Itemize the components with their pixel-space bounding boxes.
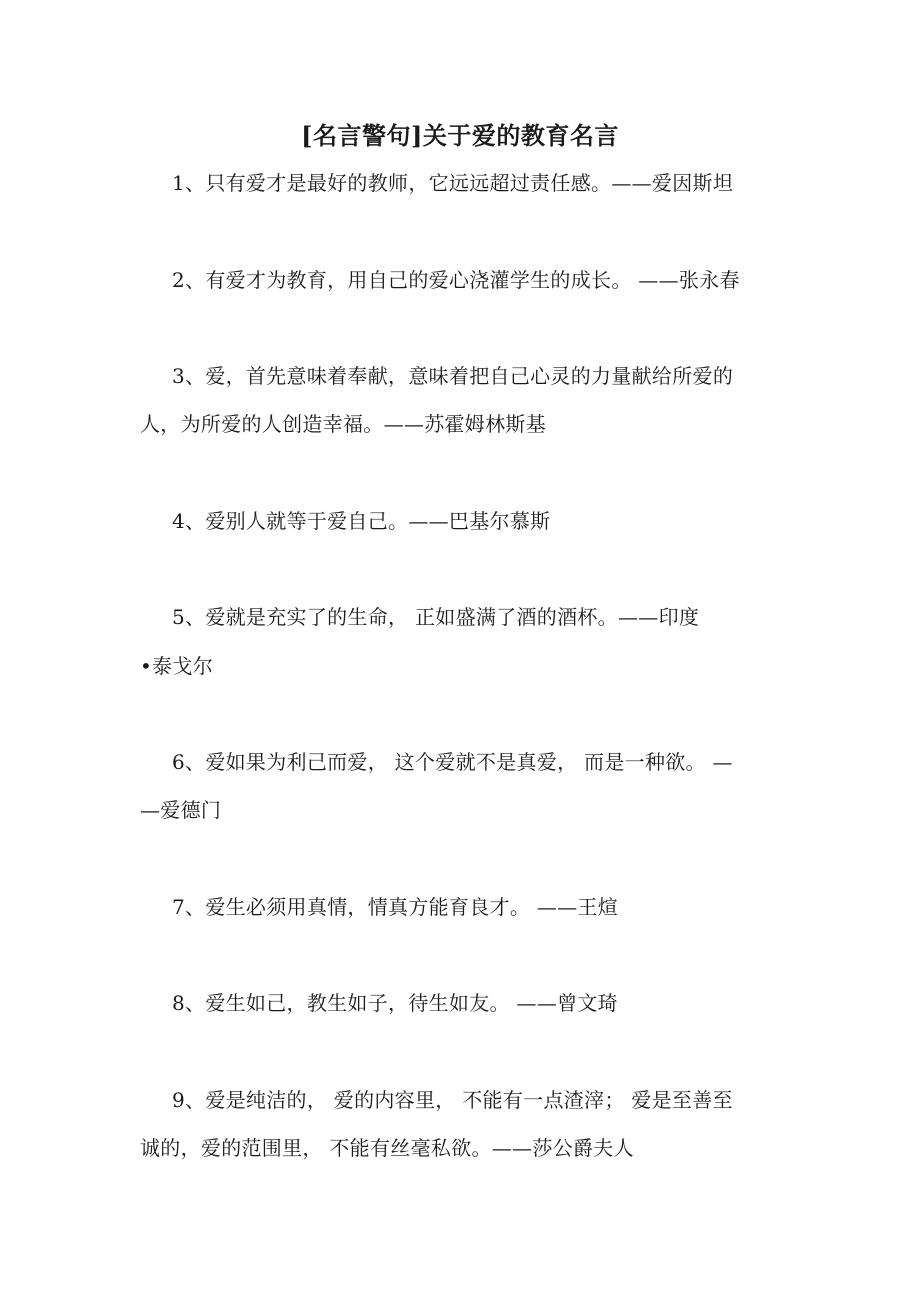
quote-1-line-1: 1、只有爱才是最好的教师，它远远超过责任感。——爱因斯坦 bbox=[172, 171, 734, 195]
quote-9-line-1: 9、爱是纯洁的， 爱的内容里， 不能有一点渣滓； 爱是至善至 bbox=[172, 1088, 733, 1112]
quote-3-line-2: 人，为所爱的人创造幸福。——苏霍姆林斯基 bbox=[140, 412, 546, 436]
quote-6-line-2: —爱德门 bbox=[140, 798, 222, 822]
quote-7-line-1: 7、爱生必须用真情，情真方能育良才。 ——王煊 bbox=[172, 895, 618, 919]
quote-3-line-1: 3、爱，首先意味着奉献，意味着把自己心灵的力量献给所爱的 bbox=[172, 364, 734, 388]
document-title: [名言警句]关于爱的教育名言 bbox=[301, 121, 619, 150]
quote-9-line-2: 诚的，爱的范围里， 不能有丝毫私欲。——莎公爵夫人 bbox=[140, 1136, 634, 1160]
quote-6-line-1: 6、爱如果为利己而爱， 这个爱就不是真爱， 而是一种欲。 — bbox=[172, 750, 733, 774]
quote-5-line-1: 5、爱就是充实了的生命， 正如盛满了酒的酒杯。——印度 bbox=[172, 605, 700, 629]
quote-8-line-1: 8、爱生如己，教生如子，待生如友。 ——曾文琦 bbox=[172, 991, 618, 1015]
quote-2-line-1: 2、有爱才为教育，用自己的爱心浇灌学生的成长。 ——张永春 bbox=[172, 268, 740, 292]
quote-4-line-1: 4、爱别人就等于爱自己。——巴基尔慕斯 bbox=[172, 509, 551, 533]
quote-5-line-2: •泰戈尔 bbox=[140, 654, 213, 678]
